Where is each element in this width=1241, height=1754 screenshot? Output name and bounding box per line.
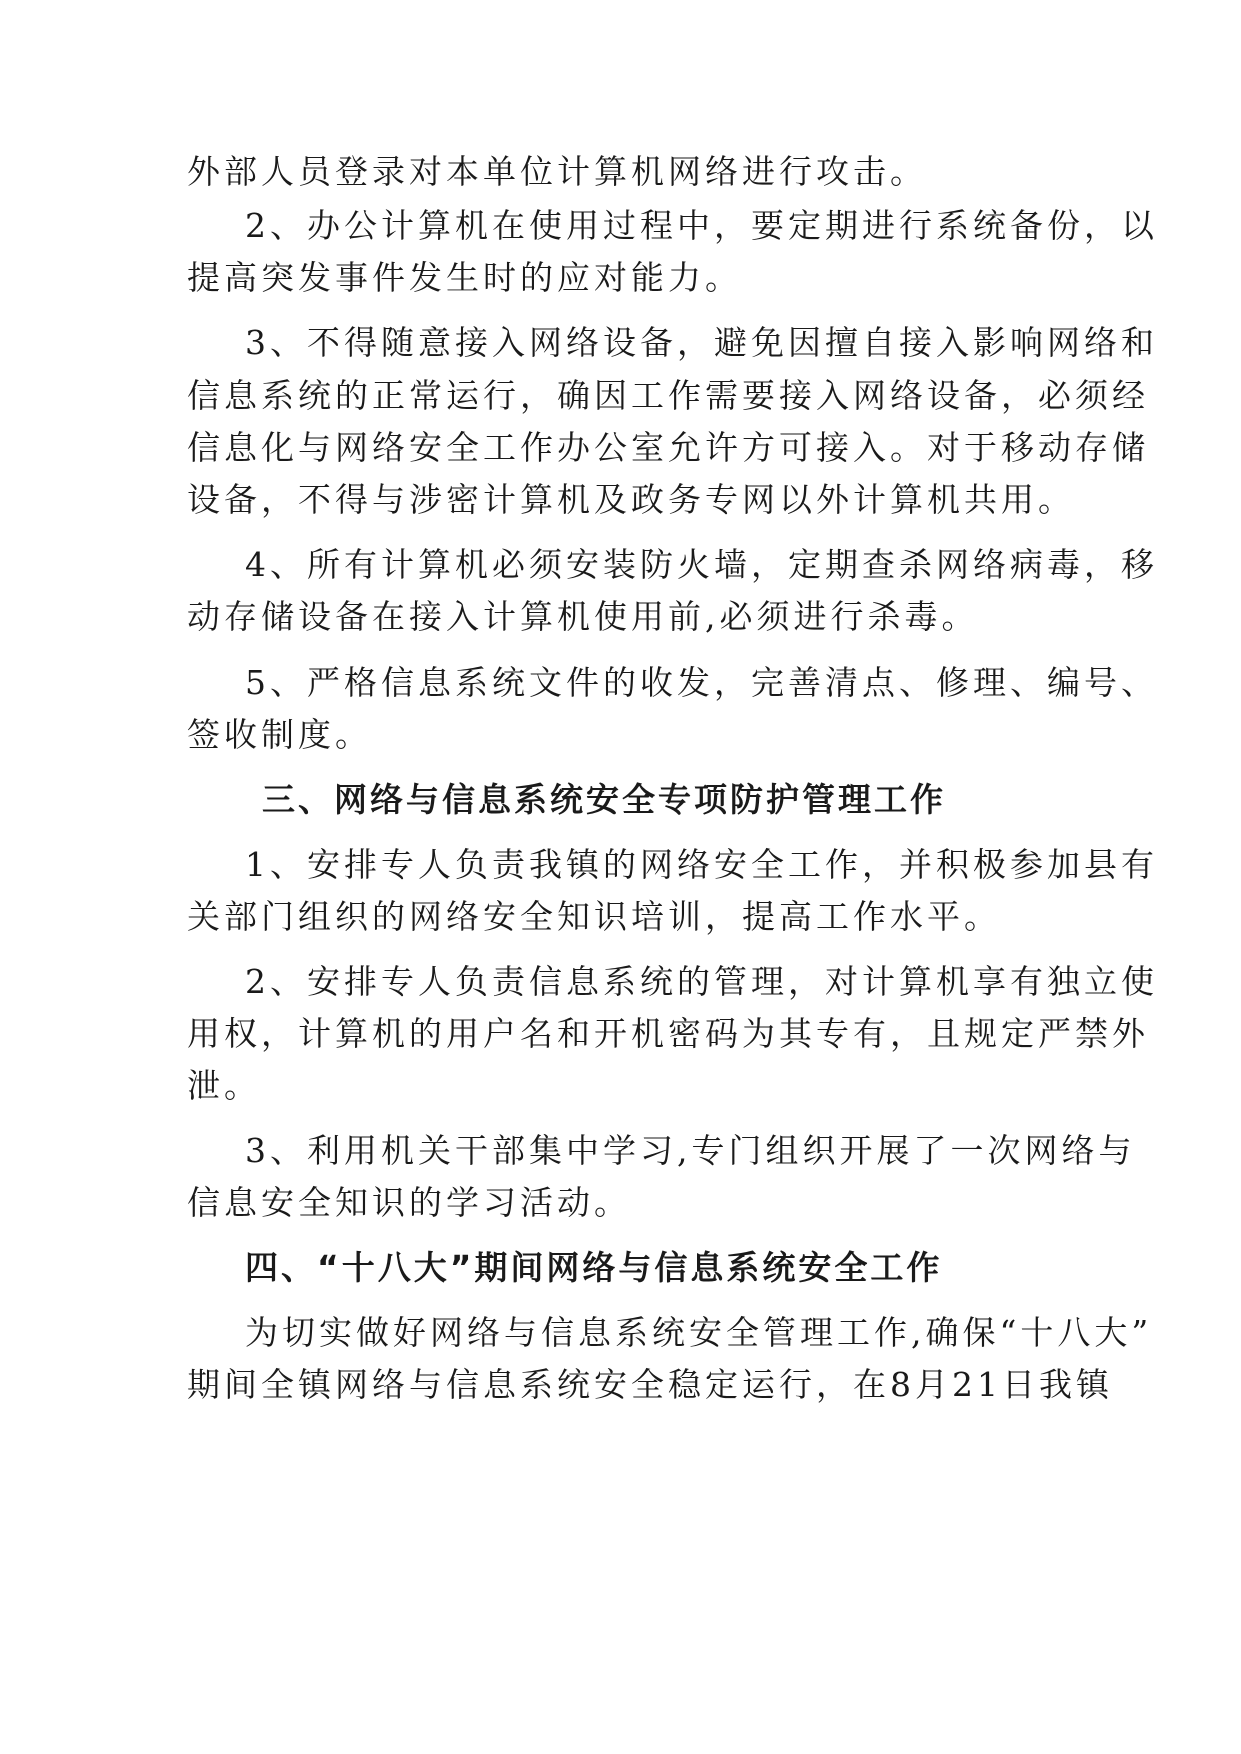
- list-item-first-line: 3、利用机关干部集中学习,专门组织开展了一次网络与: [245, 1131, 1136, 1170]
- paragraph-first-line: 为切实做好网络与信息系统安全管理工作,确保“十八大”: [245, 1313, 1153, 1352]
- text-line: 信息化与网络安全工作办公室允许方可接入。对于移动存储: [187, 428, 1149, 467]
- section-heading: 四、“十八大”期间网络与信息系统安全工作: [245, 1248, 943, 1287]
- list-item-first-line: 2、安排专人负责信息系统的管理，对计算机享有独立使: [245, 962, 1158, 1001]
- section-heading: 三、网络与信息系统安全专项防护管理工作: [262, 780, 946, 819]
- list-item-first-line: 2、办公计算机在使用过程中，要定期进行系统备份，以: [245, 206, 1158, 245]
- text-line: 期间全镇网络与信息系统安全稳定运行，在8月21日我镇: [187, 1365, 1113, 1404]
- list-item-first-line: 5、严格信息系统文件的收发，完善清点、修理、编号、: [245, 663, 1158, 702]
- text-line: 设备，不得与涉密计算机及政务专网以外计算机共用。: [187, 480, 1075, 519]
- text-line: 信息安全知识的学习活动。: [187, 1183, 631, 1222]
- text-line: 用权，计算机的用户名和开机密码为其专有，且规定严禁外: [187, 1014, 1149, 1053]
- list-item-first-line: 4、所有计算机必须安装防火墙，定期查杀网络病毒，移: [245, 545, 1158, 584]
- text-line: 关部门组织的网络安全知识培训，提高工作水平。: [187, 897, 1001, 936]
- text-line: 泄。: [187, 1066, 261, 1105]
- text-line: 提高突发事件发生时的应对能力。: [187, 258, 742, 297]
- text-line: 信息系统的正常运行，确因工作需要接入网络设备，必须经: [187, 376, 1149, 415]
- text-line: 签收制度。: [187, 715, 372, 754]
- list-item-first-line: 3、不得随意接入网络设备，避免因擅自接入影响网络和: [245, 323, 1158, 362]
- text-line: 动存储设备在接入计算机使用前,必须进行杀毒。: [187, 597, 979, 636]
- list-item-first-line: 1、安排专人负责我镇的网络安全工作，并积极参加县有: [245, 845, 1158, 884]
- text-line: 外部人员登录对本单位计算机网络进行攻击。: [187, 152, 927, 191]
